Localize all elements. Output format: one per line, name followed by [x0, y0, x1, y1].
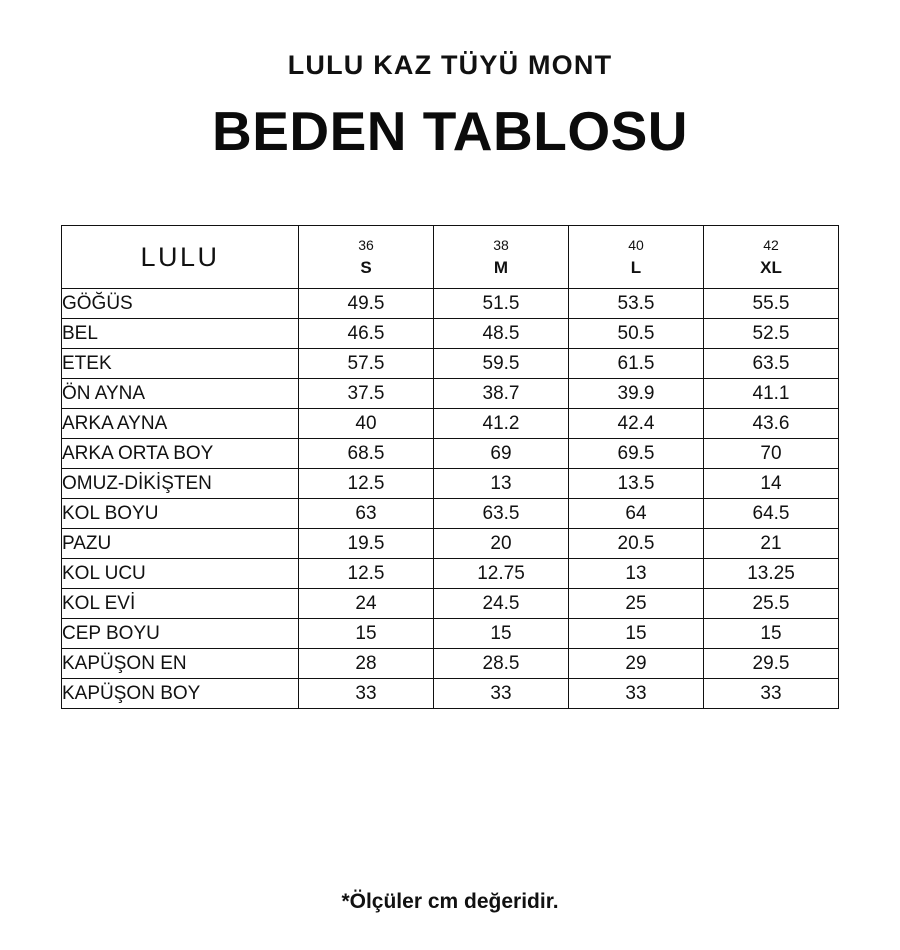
- row-label: CEP BOYU: [62, 619, 299, 649]
- row-value: 28: [299, 649, 434, 679]
- row-value: 21: [704, 529, 839, 559]
- row-value: 55.5: [704, 289, 839, 319]
- column-letter-xl: XL: [760, 257, 782, 277]
- row-value: 49.5: [299, 289, 434, 319]
- row-value: 15: [434, 619, 569, 649]
- row-value: 12.5: [299, 469, 434, 499]
- size-chart-page: [0, 50, 900, 950]
- size-table-container: [61, 225, 839, 709]
- row-value: 38.7: [434, 379, 569, 409]
- row-value: 13: [434, 469, 569, 499]
- row-value: 51.5: [434, 289, 569, 319]
- row-label: ARKA ORTA BOY: [62, 439, 299, 469]
- row-value: 14: [704, 469, 839, 499]
- page-title: BEDEN TABLOSU: [211, 100, 689, 162]
- column-header-l: [569, 226, 704, 289]
- table-row: [62, 529, 839, 559]
- row-value: 48.5: [434, 319, 569, 349]
- row-value: 20: [434, 529, 569, 559]
- row-value: 52.5: [704, 319, 839, 349]
- row-value: 25.5: [704, 589, 839, 619]
- table-row: [62, 319, 839, 349]
- column-letter-m: M: [493, 257, 509, 277]
- column-letter-l: L: [630, 257, 642, 277]
- table-row: [62, 469, 839, 499]
- row-value: 63.5: [434, 499, 569, 529]
- table-row: [62, 649, 839, 679]
- row-value: 41.1: [704, 379, 839, 409]
- table-row: [62, 619, 839, 649]
- row-label: BEL: [62, 319, 299, 349]
- row-value: 33: [569, 679, 704, 709]
- row-value: 41.2: [434, 409, 569, 439]
- row-label: ARKA AYNA: [62, 409, 299, 439]
- product-subtitle: LULU KAZ TÜYÜ MONT: [287, 50, 613, 80]
- row-value: 69: [434, 439, 569, 469]
- row-label: KAPÜŞON EN: [62, 649, 299, 679]
- table-row: [62, 679, 839, 709]
- table-row: [62, 349, 839, 379]
- brand-cell: LULU: [62, 226, 299, 289]
- table-row: [62, 439, 839, 469]
- row-value: 63.5: [704, 349, 839, 379]
- row-value: 15: [299, 619, 434, 649]
- row-value: 29.5: [704, 649, 839, 679]
- row-value: 12.5: [299, 559, 434, 589]
- row-value: 25: [569, 589, 704, 619]
- column-letter-s: S: [360, 257, 372, 277]
- row-value: 37.5: [299, 379, 434, 409]
- table-row: [62, 499, 839, 529]
- row-value: 13: [569, 559, 704, 589]
- row-value: 42.4: [569, 409, 704, 439]
- row-value: 69.5: [569, 439, 704, 469]
- row-label: KAPÜŞON BOY: [62, 679, 299, 709]
- row-value: 24.5: [434, 589, 569, 619]
- row-value: 39.9: [569, 379, 704, 409]
- row-value: 28.5: [434, 649, 569, 679]
- table-row: [62, 589, 839, 619]
- table-row: [62, 409, 839, 439]
- footnote: *Ölçüler cm değeridir.: [341, 890, 559, 913]
- row-value: 29: [569, 649, 704, 679]
- row-value: 59.5: [434, 349, 569, 379]
- row-value: 46.5: [299, 319, 434, 349]
- row-label: PAZU: [62, 529, 299, 559]
- row-label: KOL BOYU: [62, 499, 299, 529]
- column-header-xl: [704, 226, 839, 289]
- table-row: [62, 289, 839, 319]
- row-label: KOL EVİ: [62, 589, 299, 619]
- row-value: 33: [704, 679, 839, 709]
- row-value: 63: [299, 499, 434, 529]
- row-label: KOL UCU: [62, 559, 299, 589]
- table-header-row: [62, 226, 839, 289]
- row-value: 64.5: [704, 499, 839, 529]
- row-value: 50.5: [569, 319, 704, 349]
- row-value: 15: [704, 619, 839, 649]
- row-value: 33: [299, 679, 434, 709]
- row-value: 33: [434, 679, 569, 709]
- row-label: OMUZ-DİKİŞTEN: [62, 469, 299, 499]
- row-label: ÖN AYNA: [62, 379, 299, 409]
- row-value: 61.5: [569, 349, 704, 379]
- row-value: 19.5: [299, 529, 434, 559]
- row-value: 70: [704, 439, 839, 469]
- column-number-s: 36: [358, 236, 374, 253]
- row-value: 64: [569, 499, 704, 529]
- row-value: 20.5: [569, 529, 704, 559]
- row-value: 40: [299, 409, 434, 439]
- row-value: 13.25: [704, 559, 839, 589]
- table-row: [62, 559, 839, 589]
- table-row: [62, 379, 839, 409]
- column-header-s: [299, 226, 434, 289]
- column-number-m: 38: [493, 236, 509, 253]
- row-label: GÖĞÜS: [62, 289, 299, 319]
- row-value: 12.75: [434, 559, 569, 589]
- column-header-m: [434, 226, 569, 289]
- row-value: 13.5: [569, 469, 704, 499]
- row-label: ETEK: [62, 349, 299, 379]
- size-table: [61, 225, 839, 709]
- row-value: 57.5: [299, 349, 434, 379]
- row-value: 15: [569, 619, 704, 649]
- column-number-xl: 42: [763, 236, 779, 253]
- row-value: 53.5: [569, 289, 704, 319]
- row-value: 24: [299, 589, 434, 619]
- row-value: 68.5: [299, 439, 434, 469]
- column-number-l: 40: [628, 236, 644, 253]
- row-value: 43.6: [704, 409, 839, 439]
